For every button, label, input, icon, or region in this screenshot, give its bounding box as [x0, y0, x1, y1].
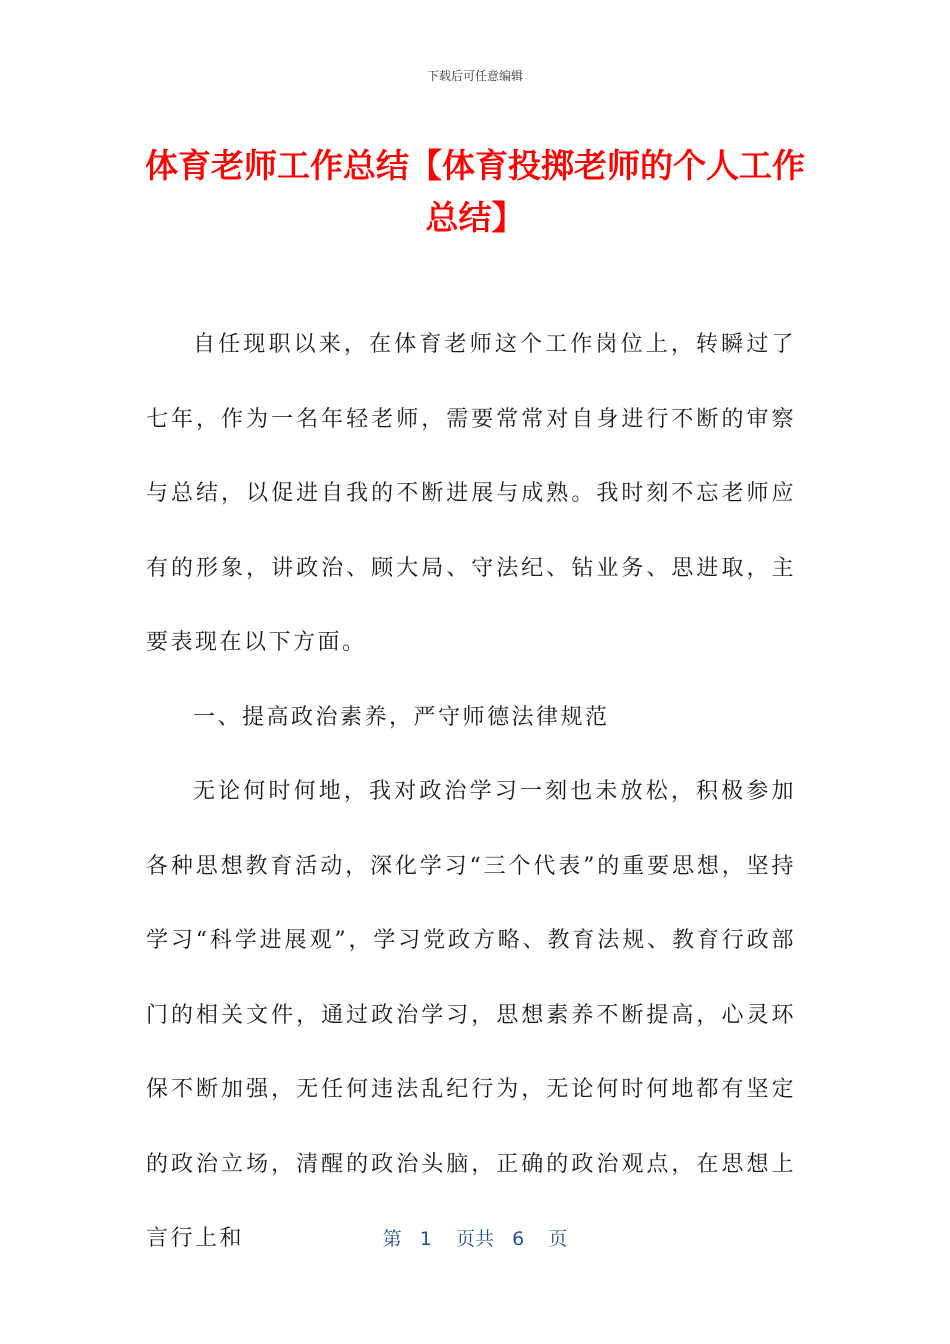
paragraph-intro: 自任现职以来，在体育老师这个工作岗位上，转瞬过了七年，作为一名年轻老师，需要常常对自身进行不断的审察与总结，以促进自我的不断进展与成熟。我时刻不忘老师应有的形象，讲政治、顾大局、守法纪、钻业务、思进取，主要表现在以下方面。: [146, 332, 796, 655]
document-body: [146, 308, 796, 1277]
page-footer: [0, 1224, 950, 1251]
document-title: 体育老师工作总结【体育投掷老师的个人工作总结】: [145, 146, 805, 237]
section-heading-1: 一、提高政治素养，严守师德法律规范: [193, 704, 610, 730]
footer-current-page: 1: [419, 1228, 432, 1250]
header-note: 下载后可任意编辑: [426, 69, 523, 83]
footer-middle: 页共: [455, 1228, 494, 1250]
paragraph-section-1: 无论何时何地，我对政治学习一刻也未放松，积极参加各种思想教育活动，深化学习“三个代表”的重要思想，坚持学习“科学进展观”，学习党政方略、教育法规、教育行政部门的相关文件，通过政治学习，思想素养不断提高，心灵环保不断加强，无任何违法乱纪行为，无论何时何地都有坚定的政治立场，清醒的政治头脑，正确的政治观点，在思想上言行上和: [146, 779, 796, 1251]
footer-total-pages: 6: [512, 1228, 525, 1250]
footer-prefix: 第: [382, 1228, 402, 1250]
footer-suffix: 页: [548, 1228, 568, 1250]
